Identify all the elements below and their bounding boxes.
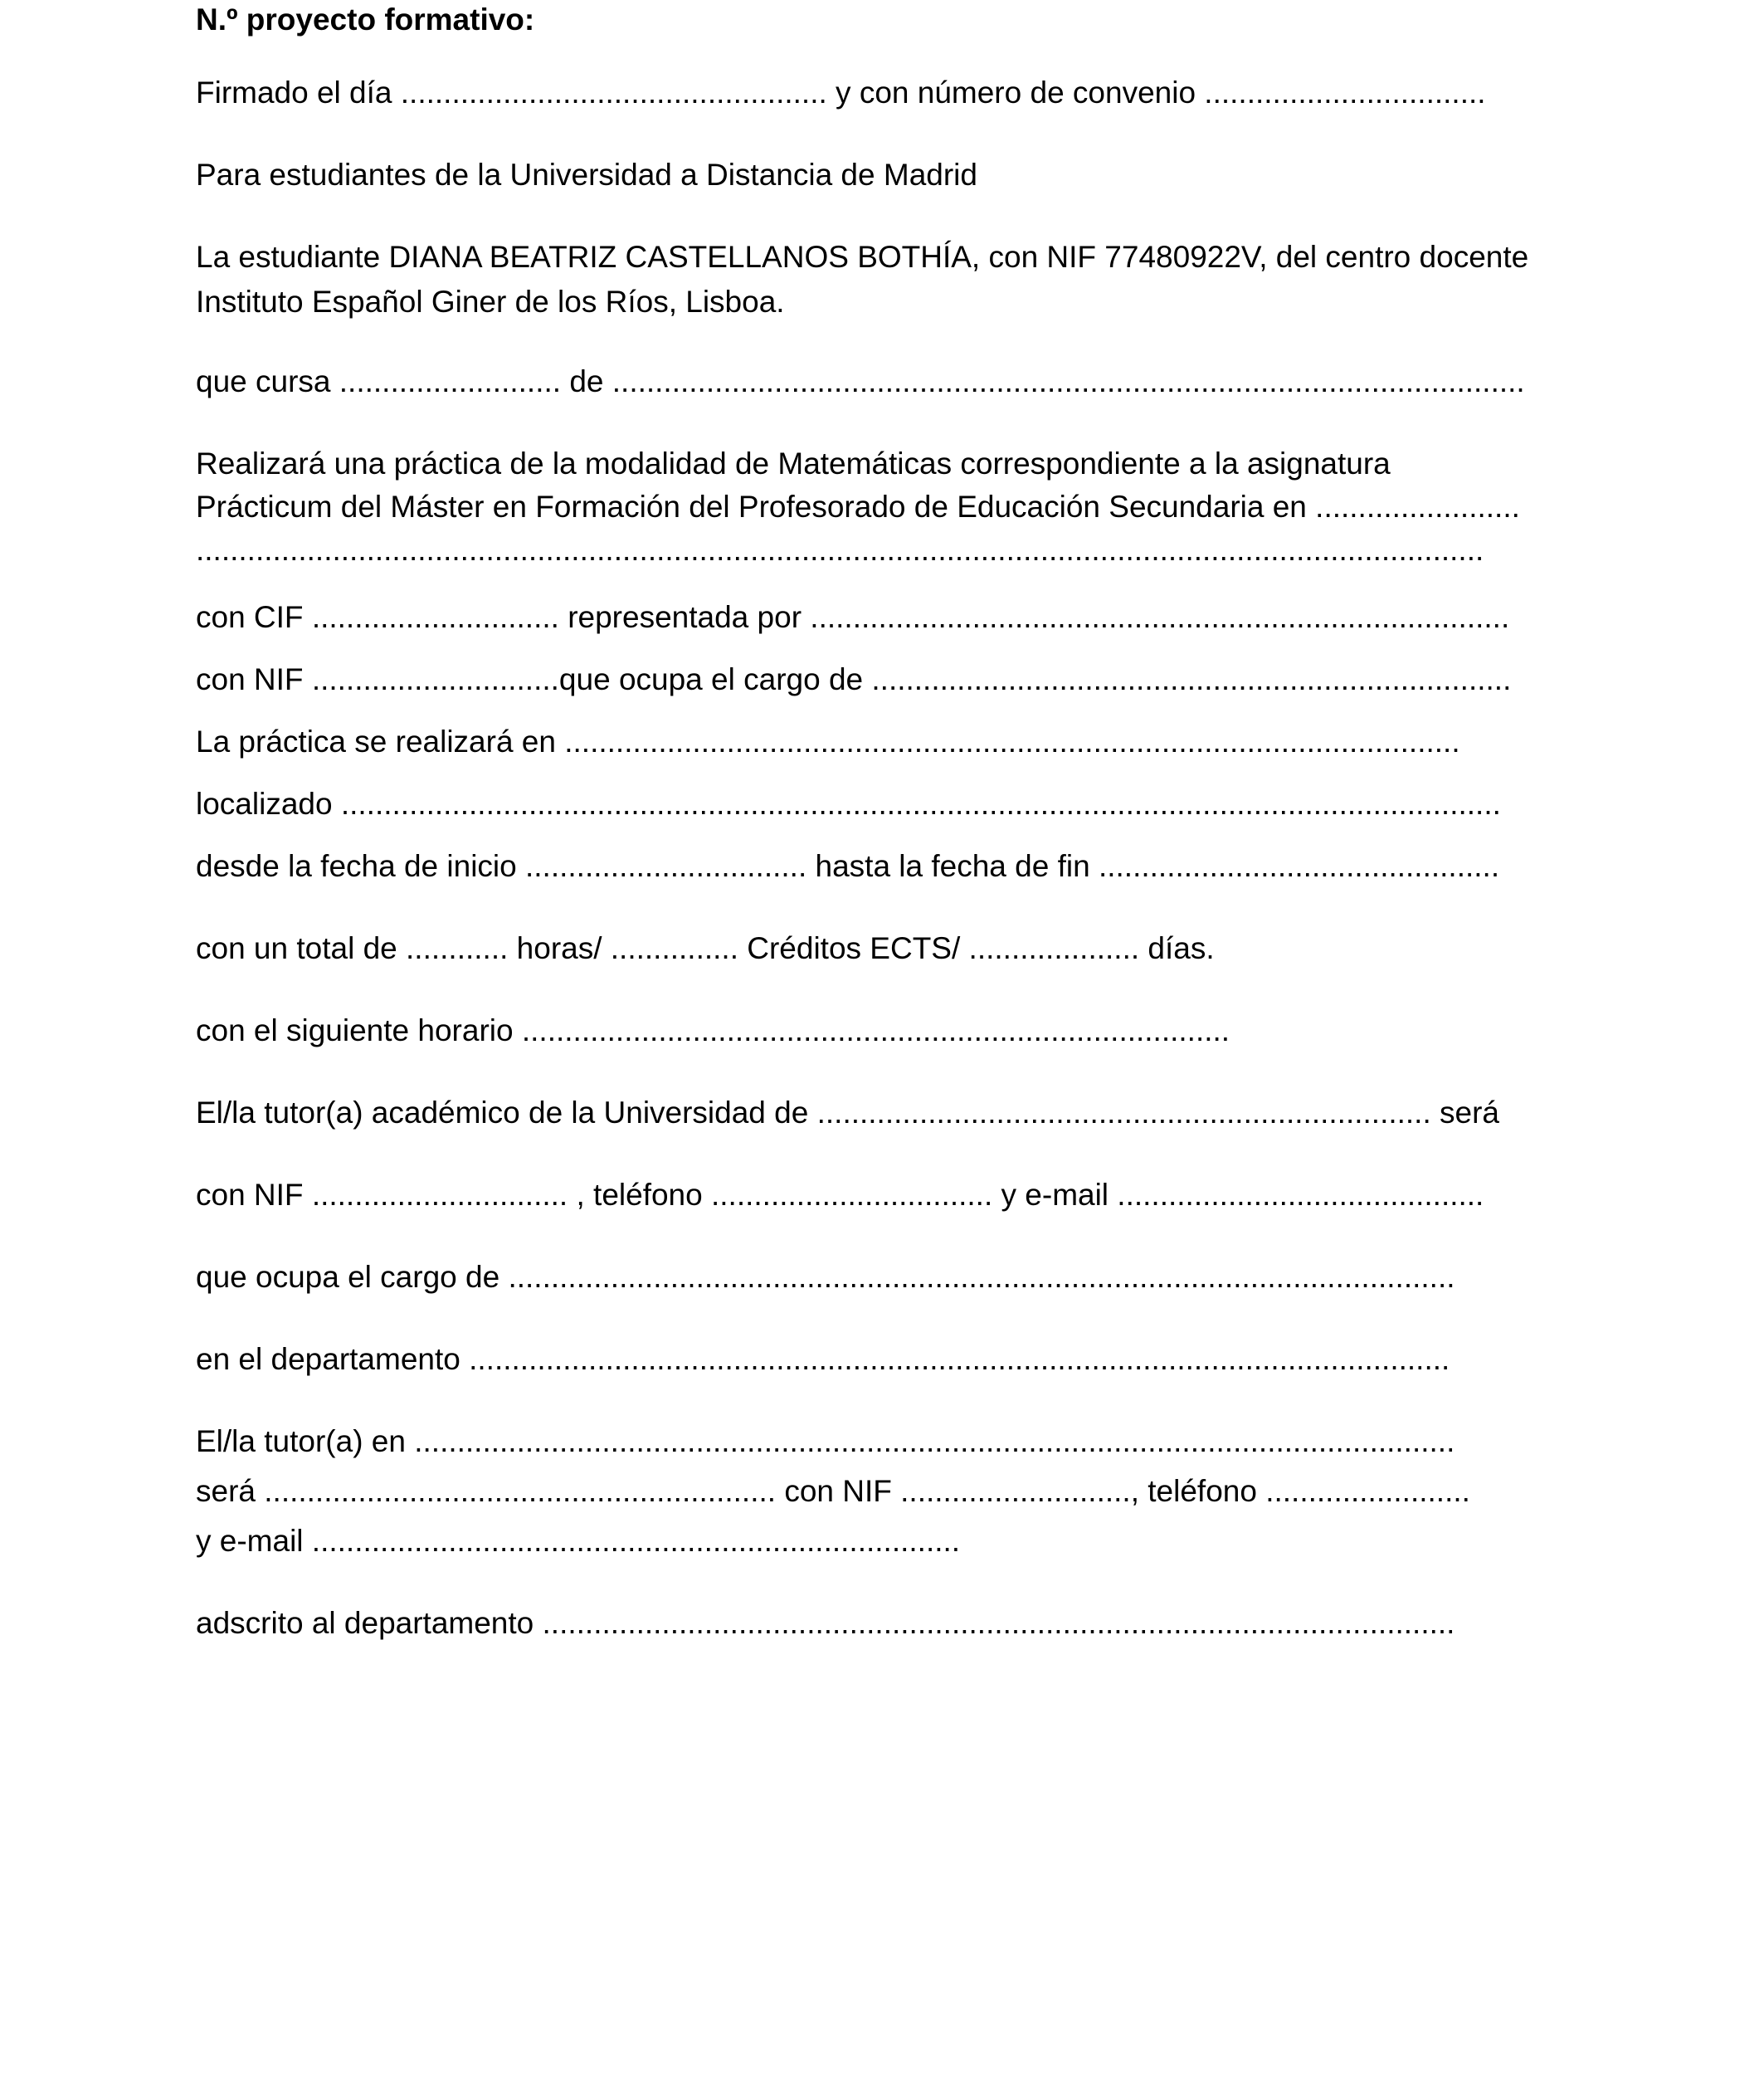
field-tutor-contact: con NIF .............................. , teléfono ................................. y e-mail ...........................................: [196, 1178, 1484, 1212]
field-academic-tutor: El/la tutor(a) académico de la Universidad de ........................................................................ será: [196, 1096, 1500, 1130]
field-tutor-details: será ............................................................ con NIF ..........................., teléfono ........................: [196, 1474, 1470, 1508]
document-title: N.º proyecto formativo:: [196, 2, 535, 37]
field-dates: desde la fecha de inicio ................................. hasta la fecha de fin ...............................................: [196, 849, 1500, 883]
practicum-line: Prácticum del Máster en Formación del Profesorado de Educación Secundaria en ........................: [196, 490, 1520, 524]
student-line: La estudiante DIANA BEATRIZ CASTELLANOS BOTHÍA, con NIF 77480922V, del centro docente: [196, 240, 1529, 274]
field-nif-position: con NIF .............................que ocupa el cargo de ...........................................................................: [196, 662, 1512, 696]
field-cif: con CIF ............................. representada por ..................................................................................: [196, 600, 1510, 634]
field-location: localizado ........................................................................................................................................: [196, 787, 1501, 821]
practice-line: Realizará una práctica de la modalidad de Matemáticas correspondiente a la asignatura: [196, 447, 1391, 481]
field-department: en el departamento ...................................................................................................................: [196, 1342, 1450, 1376]
field-signed-date: Firmado el día .................................................. y con número de convenio .................................: [196, 76, 1486, 110]
field-tutor-email: y e-mail ............................................................................: [196, 1524, 961, 1558]
field-total-hours: con un total de ............ horas/ ............... Créditos ECTS/ .................... días.: [196, 931, 1215, 965]
school-line: Instituto Español Giner de los Ríos, Lisboa.: [196, 285, 785, 319]
field-course: que cursa .......................... de ...........................................................................................................: [196, 364, 1525, 398]
field-assigned-department: adscrito al departamento ...........................................................................................................: [196, 1606, 1455, 1640]
field-tutor-in: El/la tutor(a) en ..........................................................................................................................: [196, 1424, 1455, 1458]
field-practice-place: La práctica se realizará en .........................................................................................................: [196, 725, 1460, 759]
university-line: Para estudiantes de la Universidad a Distancia de Madrid: [196, 158, 977, 192]
field-schedule: con el siguiente horario ...................................................................................: [196, 1013, 1230, 1047]
field-entity: .......................................................................................................................................................: [196, 533, 1484, 567]
field-tutor-position: que ocupa el cargo de ...............................................................................................................: [196, 1260, 1455, 1294]
